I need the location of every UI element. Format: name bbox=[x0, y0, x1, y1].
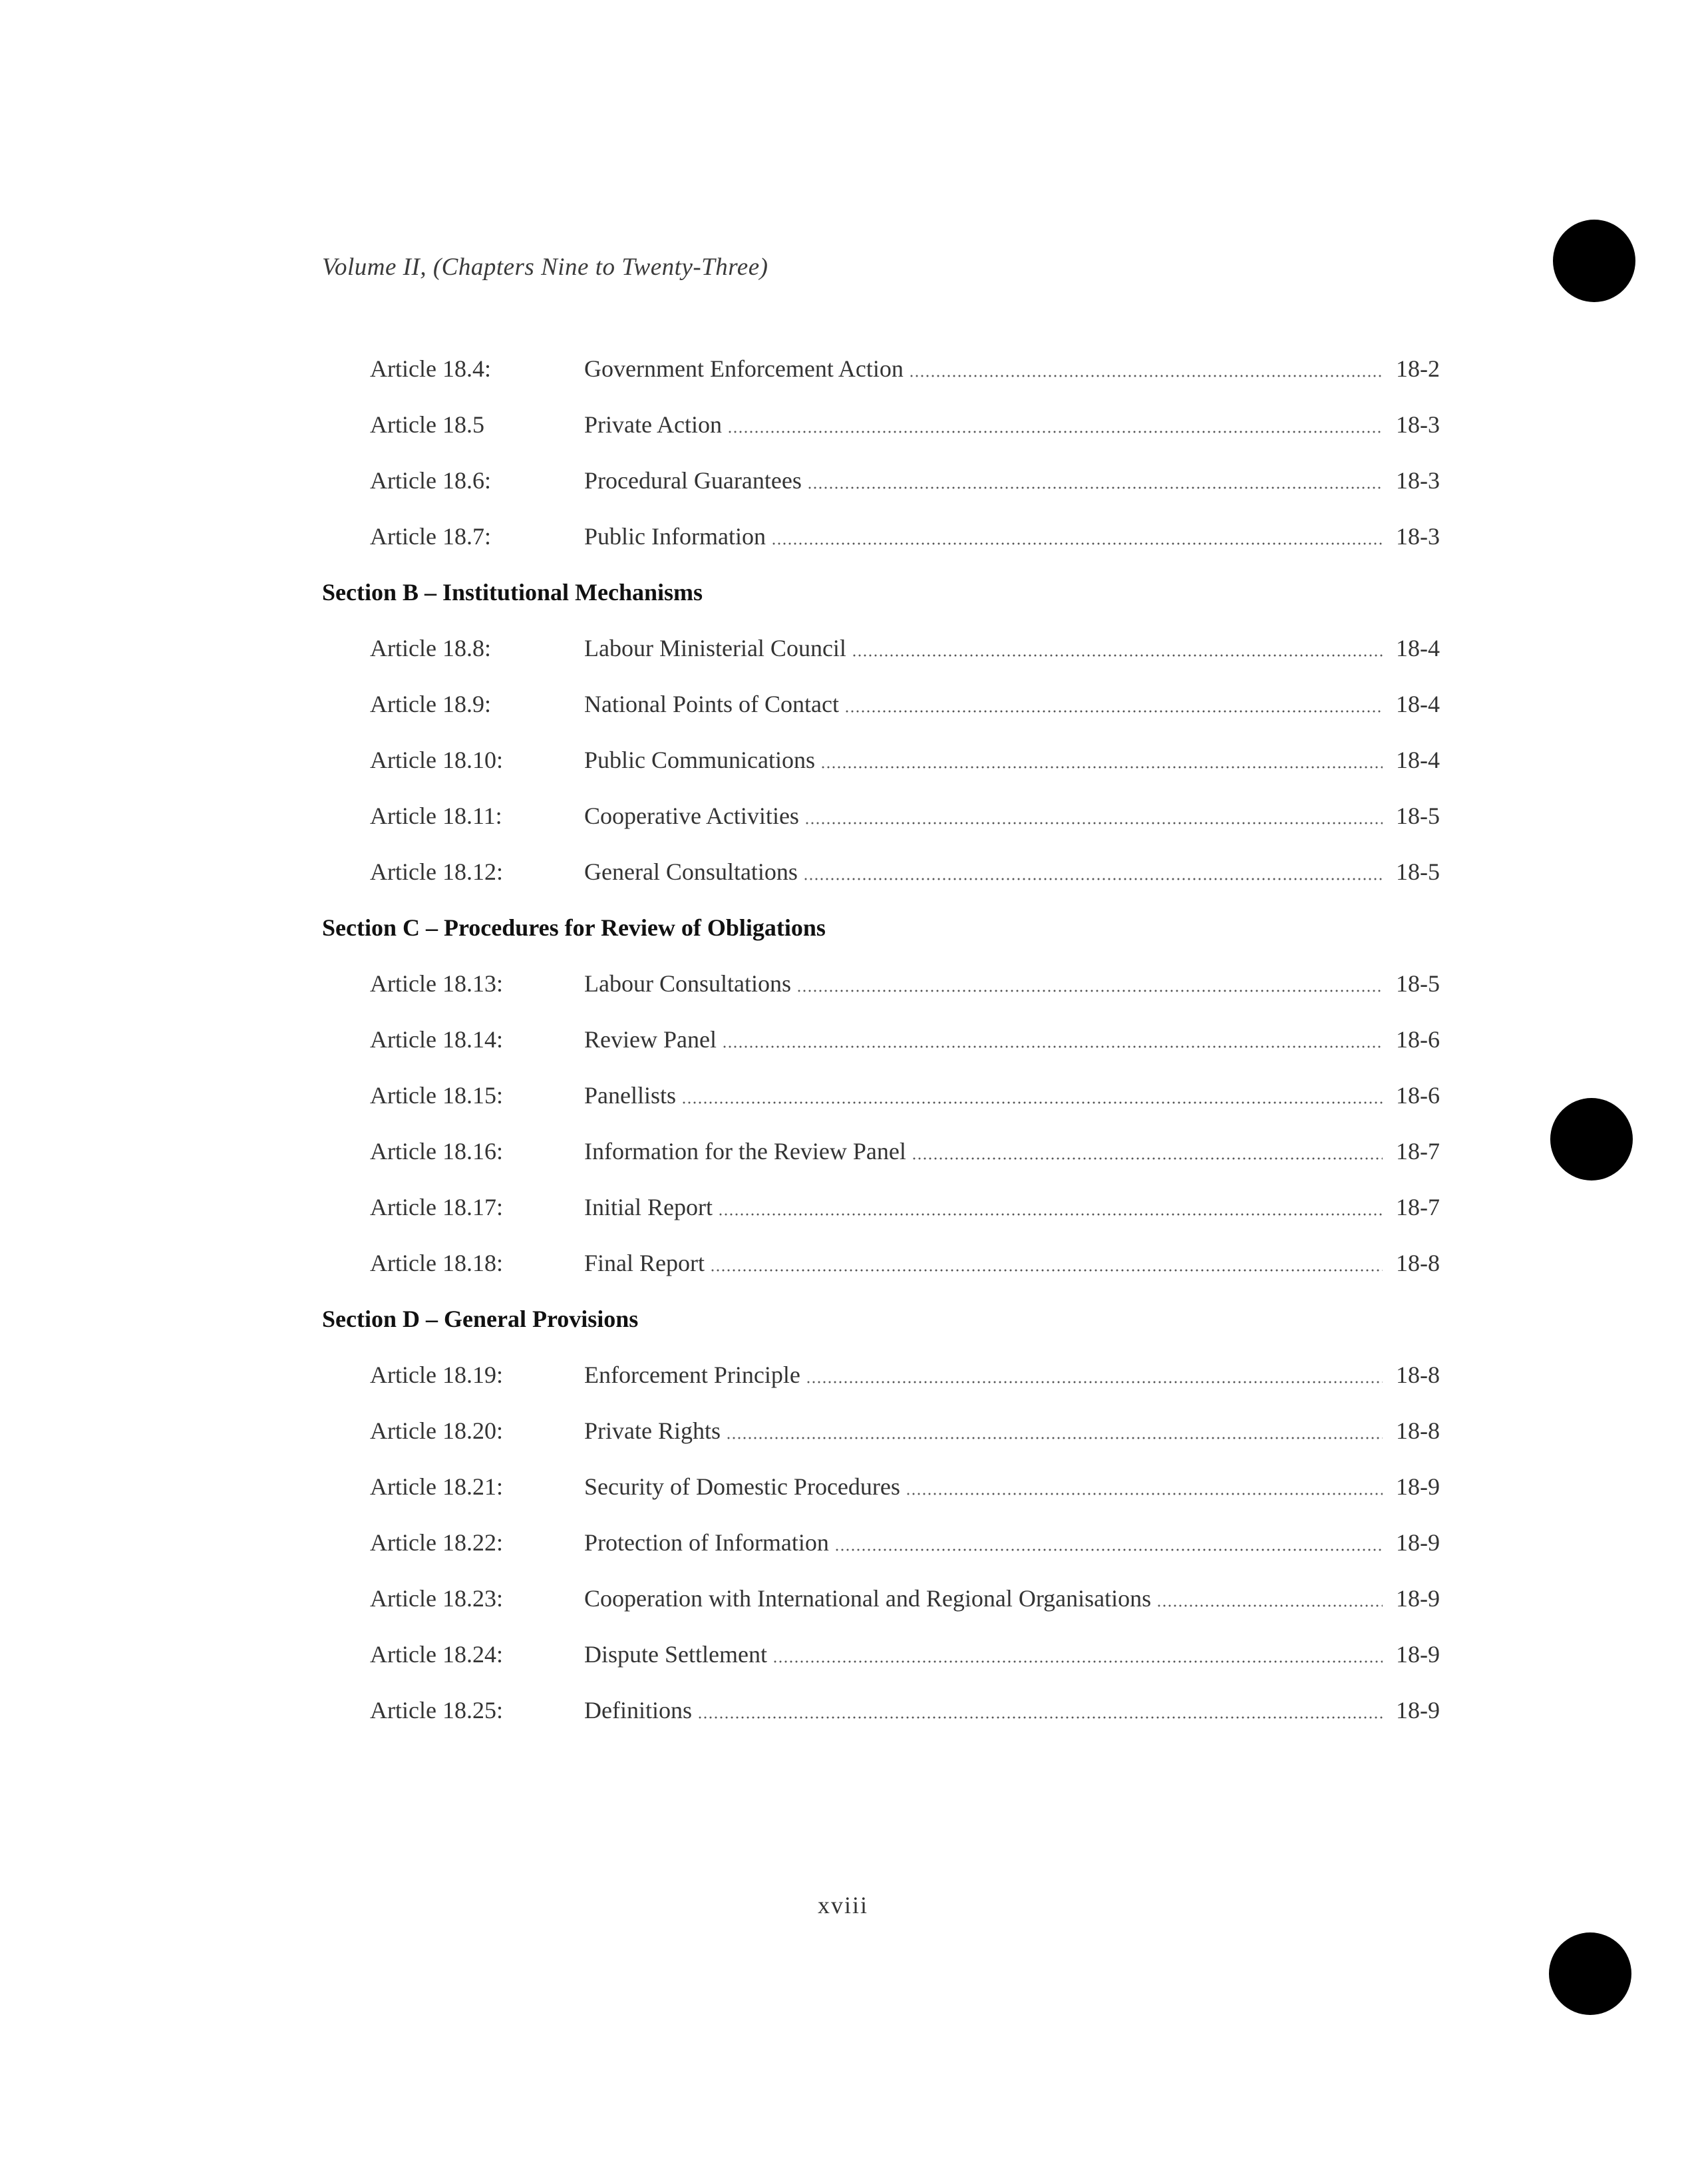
page-reference: 18-4 bbox=[1396, 747, 1440, 773]
punch-hole bbox=[1549, 1932, 1631, 2015]
dot-leader bbox=[771, 542, 1383, 546]
dot-leader bbox=[726, 1436, 1383, 1440]
page-reference: 18-3 bbox=[1396, 411, 1440, 438]
article-number: Article 18.6: bbox=[370, 467, 491, 494]
dot-leader bbox=[807, 486, 1383, 490]
article-number: Article 18.13: bbox=[370, 970, 503, 997]
article-title: Private Action bbox=[584, 411, 722, 438]
article-number: Article 18.25: bbox=[370, 1697, 503, 1724]
page-reference: 18-7 bbox=[1396, 1138, 1440, 1165]
article-title: Protection of Information bbox=[584, 1529, 829, 1556]
page-reference: 18-9 bbox=[1396, 1473, 1440, 1500]
toc-group bbox=[322, 1291, 1440, 1738]
page-reference: 18-9 bbox=[1396, 1697, 1440, 1724]
dot-leader bbox=[722, 1045, 1383, 1049]
article-number: Article 18.12: bbox=[370, 858, 503, 885]
dot-leader bbox=[803, 877, 1383, 881]
toc-group bbox=[322, 900, 1440, 1291]
page-reference: 18-3 bbox=[1396, 467, 1440, 494]
toc-entry bbox=[322, 1459, 1440, 1515]
punch-hole bbox=[1550, 1098, 1633, 1181]
article-number: Article 18.21: bbox=[370, 1473, 503, 1500]
dot-leader bbox=[820, 765, 1383, 769]
section-heading: Section D – General Provisions bbox=[322, 1306, 639, 1332]
toc-entry bbox=[322, 676, 1440, 732]
article-title: Definitions bbox=[584, 1697, 692, 1724]
toc-entry bbox=[322, 1067, 1440, 1123]
page-reference: 18-4 bbox=[1396, 691, 1440, 717]
dot-leader bbox=[912, 1157, 1383, 1161]
dot-leader bbox=[727, 430, 1383, 434]
article-number: Article 18.5 bbox=[370, 411, 484, 438]
toc-entry bbox=[322, 844, 1440, 900]
article-number: Article 18.17: bbox=[370, 1194, 503, 1220]
dot-leader bbox=[710, 1268, 1383, 1272]
toc-entry bbox=[322, 397, 1440, 453]
toc-group bbox=[322, 341, 1440, 564]
toc-entry bbox=[322, 788, 1440, 844]
article-number: Article 18.14: bbox=[370, 1026, 503, 1053]
article-title: Review Panel bbox=[584, 1026, 717, 1053]
article-number: Article 18.22: bbox=[370, 1529, 503, 1556]
article-title: Dispute Settlement bbox=[584, 1641, 767, 1668]
dot-leader bbox=[852, 653, 1383, 657]
toc-entry bbox=[322, 1179, 1440, 1235]
page-number: xviii bbox=[817, 1892, 868, 1918]
toc-entry bbox=[322, 732, 1440, 788]
article-number: Article 18.10: bbox=[370, 747, 503, 773]
table-of-contents bbox=[322, 341, 1440, 1738]
article-number: Article 18.11: bbox=[370, 803, 502, 829]
dot-leader bbox=[697, 1716, 1383, 1720]
dot-leader bbox=[796, 989, 1383, 993]
page-reference: 18-8 bbox=[1396, 1417, 1440, 1444]
page-reference: 18-9 bbox=[1396, 1529, 1440, 1556]
article-number: Article 18.8: bbox=[370, 635, 491, 661]
article-title: Initial Report bbox=[584, 1194, 713, 1220]
punch-hole bbox=[1553, 220, 1635, 302]
dot-leader bbox=[772, 1660, 1383, 1664]
page-reference: 18-5 bbox=[1396, 803, 1440, 829]
article-number: Article 18.19: bbox=[370, 1362, 503, 1388]
section-heading: Section B – Institutional Mechanisms bbox=[322, 579, 703, 606]
article-title: Security of Domestic Procedures bbox=[584, 1473, 900, 1500]
article-title: Cooperative Activities bbox=[584, 803, 799, 829]
page-reference: 18-8 bbox=[1396, 1362, 1440, 1388]
page-reference: 18-6 bbox=[1396, 1026, 1440, 1053]
running-head: Volume II, (Chapters Nine to Twenty-Three) bbox=[322, 254, 768, 281]
toc-entry bbox=[322, 1011, 1440, 1067]
article-number: Article 18.23: bbox=[370, 1585, 503, 1612]
toc-entry bbox=[322, 956, 1440, 1011]
page-reference: 18-9 bbox=[1396, 1641, 1440, 1668]
toc-entry bbox=[322, 1626, 1440, 1682]
article-title: Labour Ministerial Council bbox=[584, 635, 846, 661]
article-title: Labour Consultations bbox=[584, 970, 791, 997]
page-reference: 18-6 bbox=[1396, 1082, 1440, 1109]
toc-entry bbox=[322, 1123, 1440, 1179]
dot-leader bbox=[804, 821, 1383, 825]
article-title: Public Communications bbox=[584, 747, 815, 773]
page-reference: 18-7 bbox=[1396, 1194, 1440, 1220]
toc-entry bbox=[322, 1515, 1440, 1570]
toc-entry bbox=[322, 508, 1440, 564]
article-number: Article 18.9: bbox=[370, 691, 491, 717]
toc-group bbox=[322, 564, 1440, 900]
dot-leader bbox=[909, 374, 1383, 378]
dot-leader bbox=[718, 1212, 1383, 1216]
article-title: Information for the Review Panel bbox=[584, 1138, 906, 1165]
toc-entry bbox=[322, 341, 1440, 397]
toc-entry bbox=[322, 620, 1440, 676]
article-number: Article 18.16: bbox=[370, 1138, 503, 1165]
article-title: General Consultations bbox=[584, 858, 798, 885]
dot-leader bbox=[806, 1380, 1383, 1384]
toc-entry bbox=[322, 1570, 1440, 1626]
dot-leader bbox=[906, 1492, 1383, 1496]
article-title: Public Information bbox=[584, 523, 766, 550]
toc-entry bbox=[322, 1235, 1440, 1291]
page-reference: 18-9 bbox=[1396, 1585, 1440, 1612]
page-reference: 18-2 bbox=[1396, 355, 1440, 382]
article-number: Article 18.24: bbox=[370, 1641, 503, 1668]
section-heading: Section C – Procedures for Review of Obligations bbox=[322, 914, 826, 941]
article-title: Cooperation with International and Regional Organisations bbox=[584, 1585, 1152, 1612]
article-title: Panellists bbox=[584, 1082, 677, 1109]
page-reference: 18-8 bbox=[1396, 1250, 1440, 1276]
dot-leader bbox=[844, 709, 1383, 713]
page-reference: 18-4 bbox=[1396, 635, 1440, 661]
page-reference: 18-5 bbox=[1396, 970, 1440, 997]
dot-leader bbox=[1156, 1604, 1383, 1608]
article-title: Private Rights bbox=[584, 1417, 721, 1444]
dot-leader bbox=[834, 1548, 1383, 1552]
article-number: Article 18.20: bbox=[370, 1417, 503, 1444]
article-title: National Points of Contact bbox=[584, 691, 839, 717]
article-number: Article 18.4: bbox=[370, 355, 491, 382]
article-number: Article 18.18: bbox=[370, 1250, 503, 1276]
article-title: Government Enforcement Action bbox=[584, 355, 904, 382]
dot-leader bbox=[681, 1101, 1383, 1105]
article-title: Enforcement Principle bbox=[584, 1362, 800, 1388]
article-number: Article 18.15: bbox=[370, 1082, 503, 1109]
toc-entry bbox=[322, 1682, 1440, 1738]
page-reference: 18-3 bbox=[1396, 523, 1440, 550]
article-number: Article 18.7: bbox=[370, 523, 491, 550]
article-title: Final Report bbox=[584, 1250, 705, 1276]
toc-entry bbox=[322, 453, 1440, 508]
page-reference: 18-5 bbox=[1396, 858, 1440, 885]
toc-entry bbox=[322, 1403, 1440, 1459]
article-title: Procedural Guarantees bbox=[584, 467, 802, 494]
toc-entry bbox=[322, 1347, 1440, 1403]
